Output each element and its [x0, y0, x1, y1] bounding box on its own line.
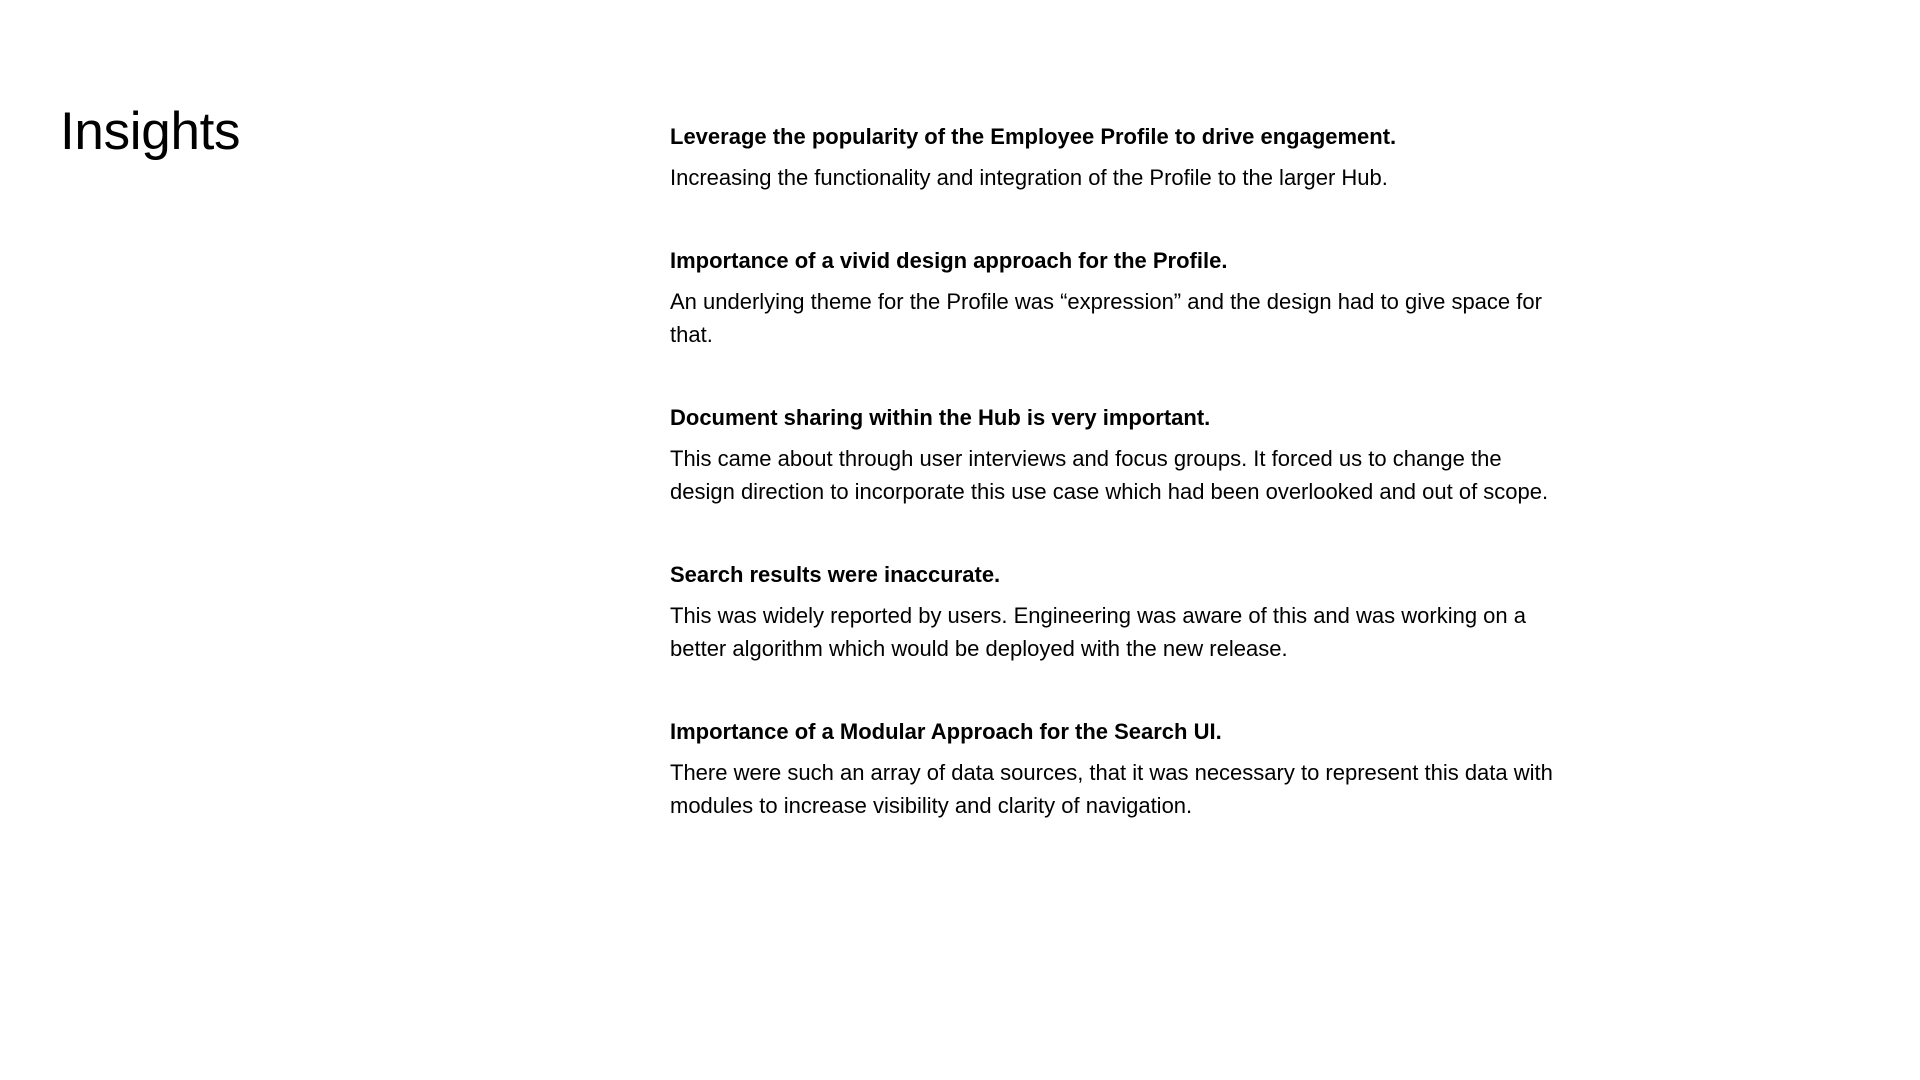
insight-body: An underlying theme for the Profile was “expression” and the design had to give space for that.: [670, 289, 1542, 347]
insight-item: [670, 244, 1570, 351]
insight-item: [670, 558, 1570, 665]
insight-heading: Importance of a vivid design approach for the Profile.: [670, 248, 1228, 273]
insight-item: [670, 401, 1570, 508]
insight-body: This was widely reported by users. Engineering was aware of this and was working on a better algorithm which would be deployed with the new release.: [670, 603, 1526, 661]
insight-heading: Leverage the popularity of the Employee Profile to drive engagement.: [670, 124, 1397, 149]
insight-heading: Importance of a Modular Approach for the Search UI.: [670, 719, 1222, 744]
insight-heading: Document sharing within the Hub is very important.: [670, 405, 1211, 430]
insights-list: [670, 120, 1570, 872]
page-title: Insights: [60, 102, 241, 161]
insight-item: [670, 715, 1570, 822]
insight-body: This came about through user interviews and focus groups. It forced us to change the design direction to incorporate this use case which had been overlooked and out of scope.: [670, 446, 1549, 504]
insight-heading: Search results were inaccurate.: [670, 562, 1001, 587]
insight-body: There were such an array of data sources, that it was necessary to represent this data with modules to increase visibility and clarity of navigation.: [670, 760, 1553, 818]
insight-body: Increasing the functionality and integration of the Profile to the larger Hub.: [670, 165, 1388, 190]
insight-item: [670, 120, 1570, 194]
